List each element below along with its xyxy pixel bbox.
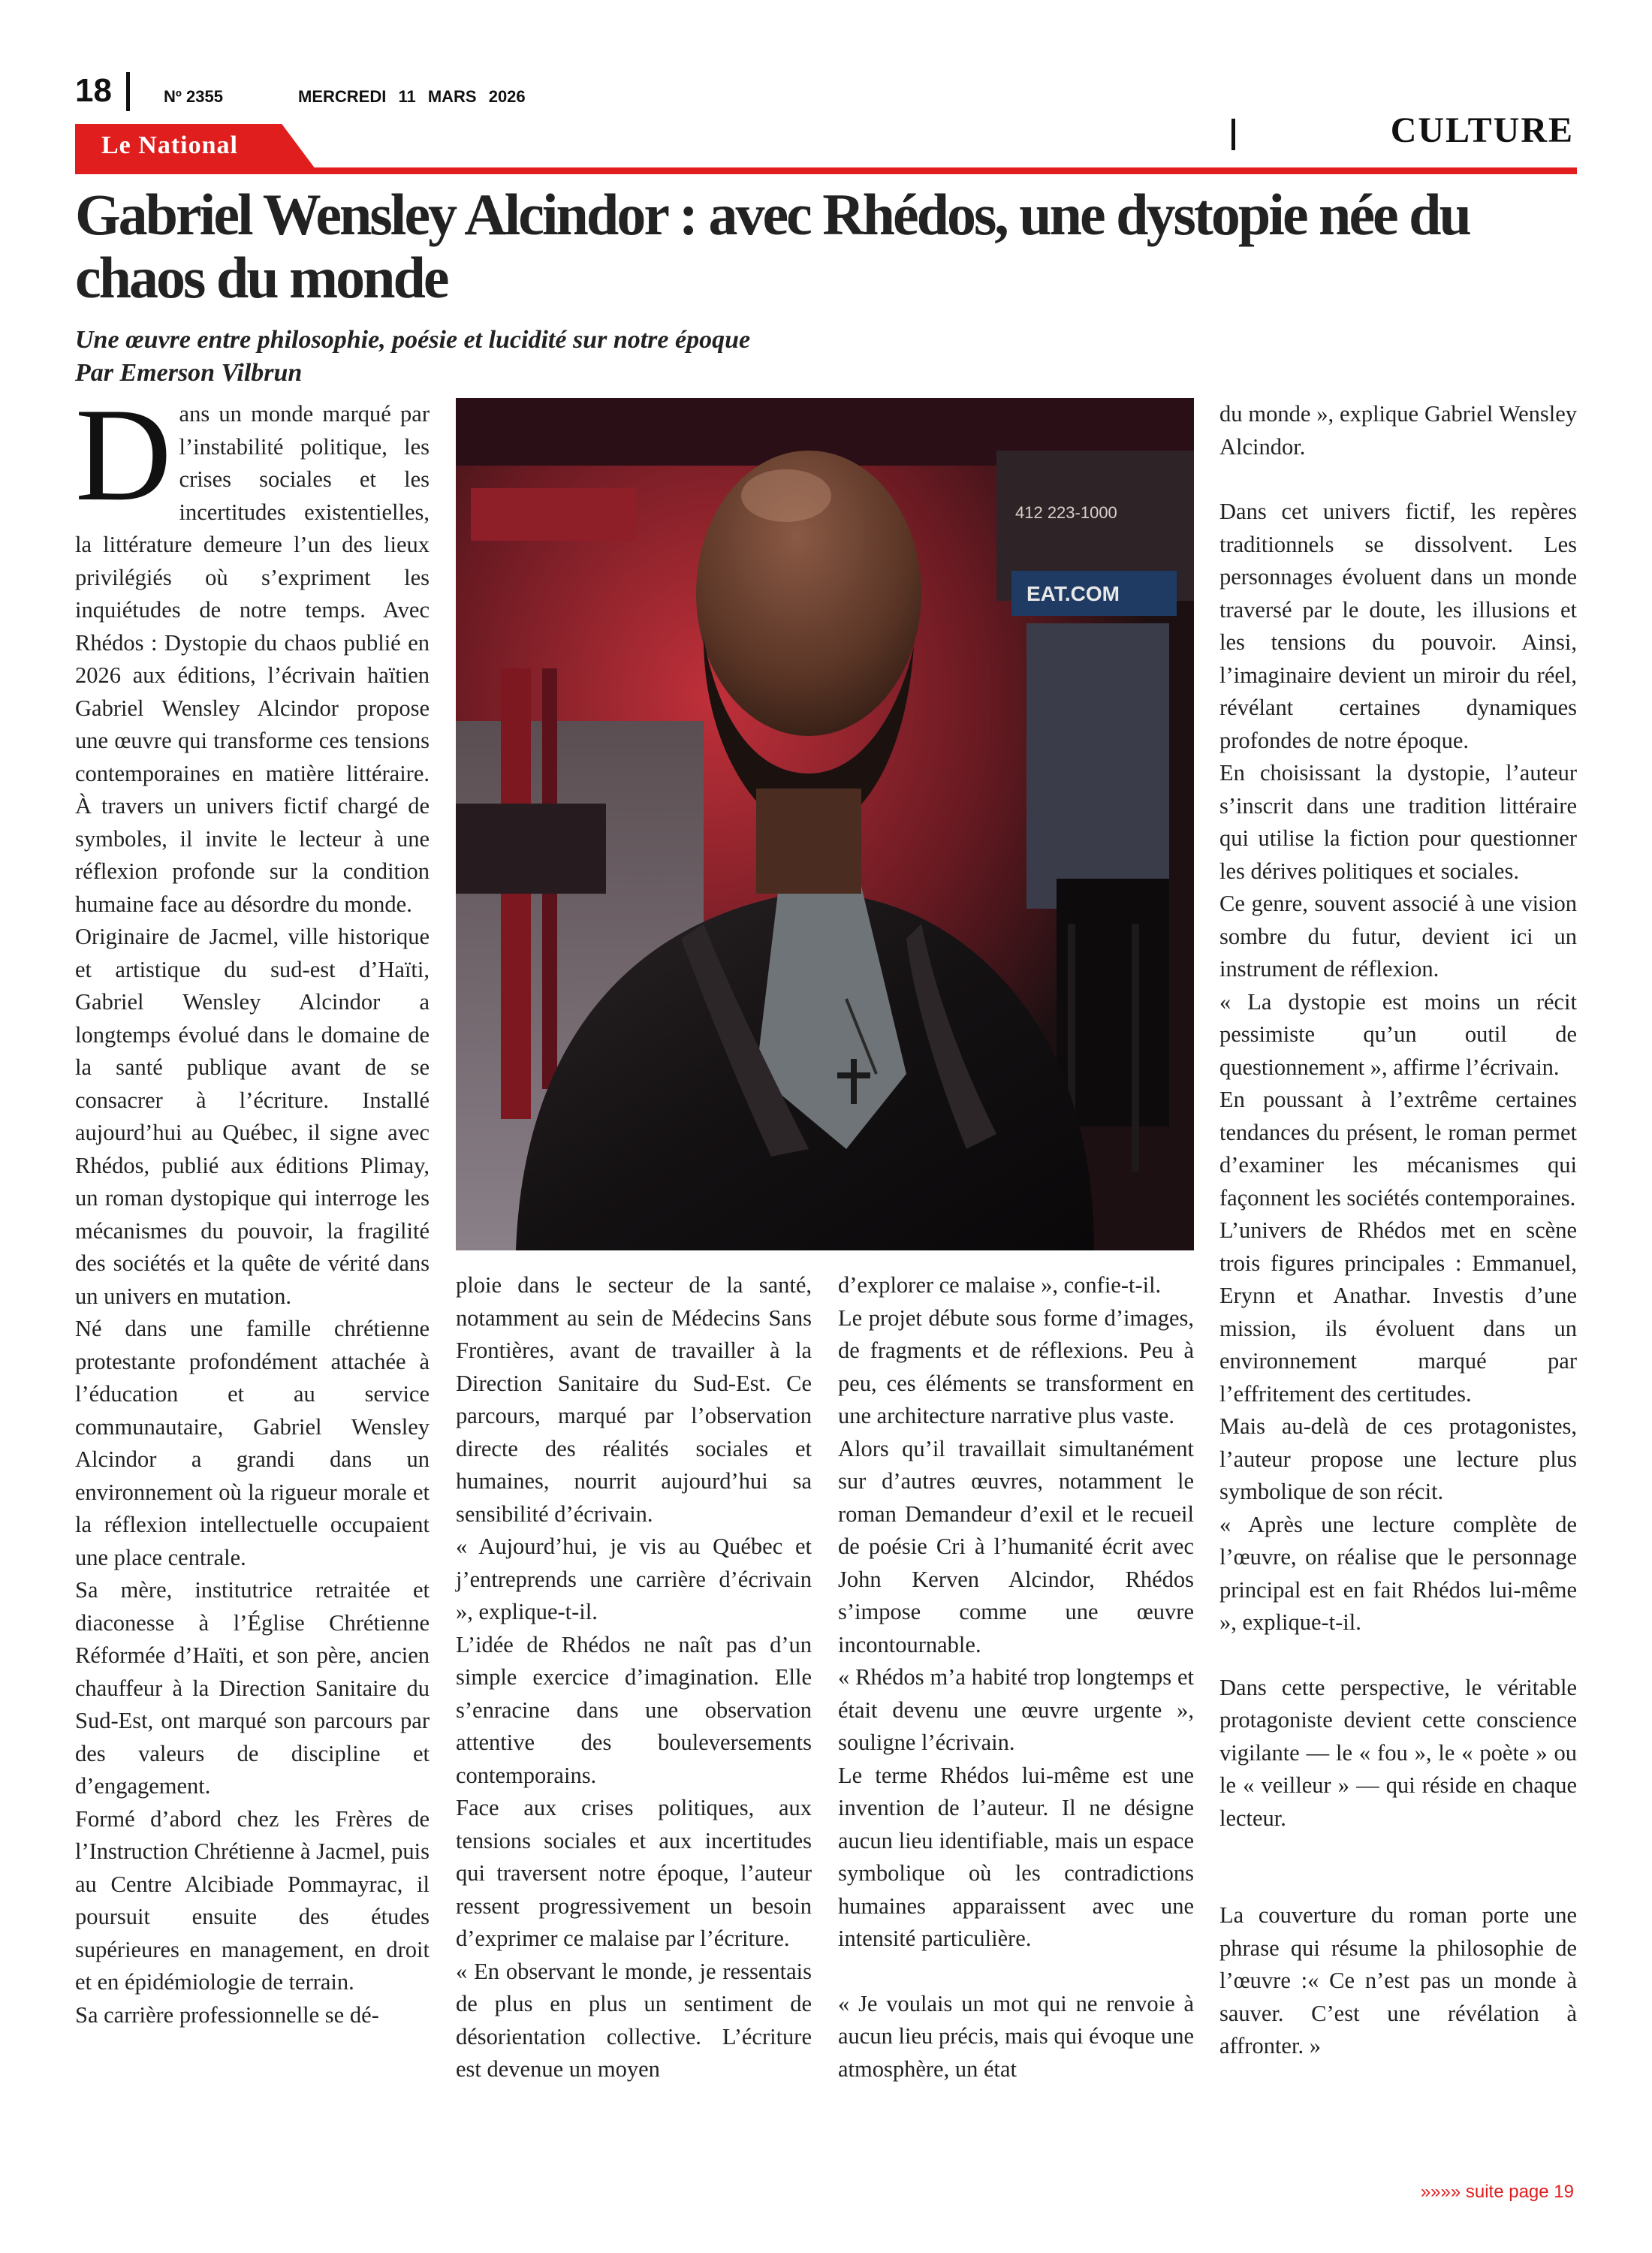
paragraph: « Après une lecture complète de l’œuvre, on réalise que le personnage principal est en fait Rhédos lui-même », explique-t-il.	[1219, 1511, 1577, 1635]
paragraph: Le projet débute sous forme d’images, de fragments et de réflexions. Peu à peu, ces éléments se transforment en une architecture narrative plus vaste.	[838, 1304, 1194, 1428]
photo-sign-left: 412 223-1000	[1015, 503, 1117, 522]
article-column-4	[1219, 398, 1577, 2063]
paragraph: Dans cet univers fictif, les repères traditionnels se dissolvent. Les personnages évoluent dans un monde traversé par le doute, les illusions et les tensions du pouvoir. Ainsi, l’imaginaire devient un miroir du réel, révélant certaines dynamiques profondes de notre époque.	[1219, 499, 1577, 753]
paragraph: Dans un monde marqué par l’instabilité politique, les crises sociales et les incertitudes existentielles, la littérature demeure l’un des lieux privilégiés où s’expriment les inquiétudes de notre temps. Avec Rhédos : Dystopie du chaos publié en 2026 aux éditions, l’écrivain haïtien Gabriel Wensley Alcindor propose une œuvre qui transforme ces tensions contemporaines en matière littéraire. À travers un univers fictif chargé de symboles, il invite le lecteur à une réflexion profonde sur la condition humaine face au désordre du monde.	[75, 380, 430, 917]
paragraph: d’explorer ce malaise », confie-t-il.	[838, 1272, 1162, 1298]
paragraph: L’univers de Rhédos met en scène trois figures principales : Emmanuel, Erynn et Anathar. Investis d’une mission, ils évoluent dans un environnement marqué par l’effritement des certitudes.	[1219, 1217, 1577, 1407]
headline: Gabriel Wensley Alcindor : avec Rhédos, une dystopie née du chaos du monde	[75, 182, 1470, 310]
paragraph: Ce genre, souvent associé à une vision sombre du futur, devient ici un instrument de réflexion.	[1219, 891, 1577, 982]
paragraph: Originaire de Jacmel, ville historique et artistique du sud-est d’Haïti, Gabriel Wensley Alcindor a longtemps évolué dans le domaine de la santé publique avant de se consacrer à l’écriture. Installé aujourd’hui au Québec, il signe avec Rhédos, publié aux éditions Plimay, un roman dystopique qui interroge les mécanismes du pouvoir, la fragilité des sociétés et la quête de vérité dans un univers en mutation.	[75, 924, 430, 1309]
section-divider	[1231, 119, 1235, 150]
photo-sign-right: EAT.COM	[1026, 582, 1120, 605]
paragraph: du monde », explique Gabriel Wensley Alcindor.	[1219, 401, 1577, 460]
paragraph: Face aux crises politiques, aux tensions sociales et aux incertitudes qui traversent notre époque, l’auteur ressent progressivement un besoin d’exprimer ce malaise par l’écriture.	[456, 1795, 812, 1951]
article-column-2	[456, 1269, 812, 2086]
issue-date: MERCREDI 11 MARS 2026	[298, 87, 526, 106]
byline: Par Emerson Vilbrun	[75, 359, 303, 387]
paragraph: ploie dans le secteur de la santé, notamment au sein de Médecins Sans Frontières, avant de travailler à la Direction Sanitaire du Sud-Est. Ce parcours, marqué par l’observation directe des réalités sociales et humaines, nourrit aujourd’hui sa sensibilité d’écrivain.	[456, 1272, 812, 1527]
paragraph: En poussant à l’extrême certaines tendances du présent, le roman permet d’examiner les mécanismes qui façonnent les sociétés contemporaines.	[1219, 1087, 1577, 1211]
paragraph: Le terme Rhédos lui-même est une invention de l’auteur. Il ne désigne aucun lieu identifiable, mais un espace symbolique où les contradictions humaines apparaissent avec une intensité particulière.	[838, 1762, 1194, 1951]
paragraph: « Rhédos m’a habité trop longtemps et était devenu une œuvre urgente », souligne l’écrivain.	[838, 1664, 1194, 1755]
paragraph: En choisissant la dystopie, l’auteur s’inscrit dans une tradition littéraire qui utilise la fiction pour questionner les dérives politiques et sociales.	[1219, 760, 1577, 884]
author-photo-illustration	[456, 398, 1194, 1250]
continuation-link[interactable]: »»»» suite page 19	[1420, 2182, 1574, 2202]
paragraph: La couverture du roman porte une phrase qui résume la philosophie de l’œuvre :« Ce n’est pas un monde à sauver. C’est une révélation à affronter. »	[1219, 1902, 1577, 2058]
page-number: 18	[75, 72, 112, 109]
issue-number: Nº 2355	[164, 87, 223, 106]
section-title: CULTURE	[1390, 110, 1574, 150]
paragraph: « Je voulais un mot qui ne renvoie à aucun lieu précis, mais qui évoque une atmosphère, un état	[838, 1990, 1194, 2082]
deck: Une œuvre entre philosophie, poésie et lucidité sur notre époque	[75, 326, 751, 354]
header-rule	[75, 167, 1577, 174]
drop-cap: D	[75, 380, 172, 529]
author-photo	[456, 398, 1194, 1250]
paragraph: « En observant le monde, je ressentais de plus en plus un sentiment de désorientation collective. L’écriture est devenue un moyen	[456, 1958, 812, 2082]
paragraph: L’idée de Rhédos ne naît pas d’un simple exercice d’imagination. Elle s’enracine dans une observation attentive des bouleversements contemporains.	[456, 1631, 812, 1788]
paragraph: Mais au-delà de ces protagonistes, l’auteur propose une lecture plus symbolique de son récit.	[1219, 1413, 1577, 1504]
paragraph: Sa carrière professionnelle se dé-	[75, 2001, 379, 2028]
paragraph: « La dystopie est moins un récit pessimiste qu’un outil de questionnement », affirme l’écrivain.	[1219, 988, 1577, 1080]
paragraph: Sa mère, institutrice retraitée et diaconesse à l’Église Chrétienne Réformée d’Haïti, et son père, ancien chauffeur à la Direction Sanitaire du Sud-Est, ont marqué son parcours par des valeurs de discipline et d’engagement.	[75, 1577, 430, 1799]
article-column-3	[838, 1269, 1194, 2086]
brand-name: Le National	[101, 131, 238, 159]
paragraph: Alors qu’il travaillait simultanément sur d’autres œuvres, notamment le roman Demandeur d’exil et le recueil de poésie Cri à l’humanité écrit avec John Kerven Alcindor, Rhédos s’impose comme une œuvre incontournable.	[838, 1435, 1194, 1657]
page-number-divider	[126, 72, 130, 111]
paragraph: Né dans une famille chrétienne protestante profondément attachée à l’éducation et au service communautaire, Gabriel Wensley Alcindor a grandi dans un environnement où la rigueur morale et la réflexion intellectuelle occupaient une place centrale.	[75, 1316, 430, 1570]
paragraph: Formé d’abord chez les Frères de l’Instruction Chrétienne à Jacmel, puis au Centre Alcibiade Pommayrac, il poursuit ensuite des études supérieures en management, en droit et en épidémiologie de terrain.	[75, 1805, 430, 1995]
paragraph: Dans cette perspective, le véritable protagoniste devient cette conscience vigilante — le « fou », le « poète » ou le « veilleur » — qui réside en chaque lecteur.	[1219, 1674, 1577, 1831]
paragraph: « Aujourd’hui, je vis au Québec et j’entreprends une carrière d’écrivain », explique-t-il.	[456, 1534, 812, 1624]
article-column-1	[75, 380, 430, 2031]
